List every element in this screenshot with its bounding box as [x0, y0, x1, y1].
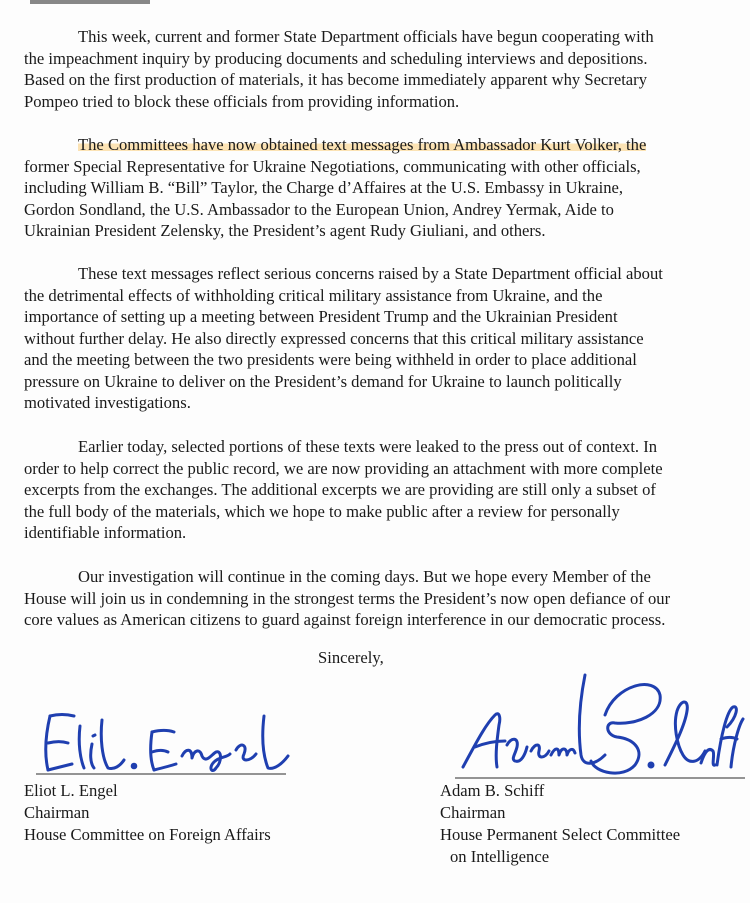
signatory-committee: House Committee on Foreign Affairs: [24, 825, 271, 844]
text-line: the impeachment inquiry by producing documents and scheduling interviews and depositions.: [24, 48, 648, 68]
text-line: order to help correct the public record, we are now providing an attachment with more complete: [24, 458, 663, 478]
cropped-header-remnant: [30, 0, 150, 4]
signatory-title: Chairman: [440, 803, 506, 822]
text-line: House will join us in condemning in the strongest terms the President’s now open defiance of our: [24, 588, 671, 608]
text-line: former Special Representative for Ukraine Negotiations, communicating with other officials,: [24, 156, 641, 176]
signatory-name: Eliot L. Engel: [24, 781, 118, 800]
paragraph-2: [24, 134, 746, 242]
paragraph-1: [24, 26, 746, 112]
text-line: the detrimental effects of withholding critical military assistance from Ukraine, and the: [24, 285, 603, 305]
text-line: excerpts from the exchanges. The additional excerpts we are providing are still only a subset of: [24, 480, 656, 499]
text-line: motivated investigations.: [24, 393, 191, 412]
text-line-highlighted: [24, 134, 746, 156]
paragraph-3: [24, 263, 746, 414]
engel-signature-block: [24, 780, 271, 846]
signatory-committee: House Permanent Select Committee: [440, 825, 681, 844]
signatory-title: Chairman: [24, 803, 90, 822]
text-line: These text messages reflect serious concerns raised by a State Department official about: [78, 264, 663, 283]
text-line: including William B. “Bill” Taylor, the Charge d’Affaires at the U.S. Embassy in Ukraine,: [24, 178, 624, 197]
text-line: Gordon Sondland, the U.S. Ambassador to the European Union, Andrey Yermak, Aide to: [24, 199, 614, 219]
highlighted-text: The Committees have now obtained text messages from Ambassador Kurt Volker, the: [78, 135, 647, 154]
text-line: Earlier today, selected portions of these texts were leaked to the press out of context. In: [78, 437, 658, 456]
text-line: without further delay. He also directly expressed concerns that this critical military assistance: [24, 328, 644, 348]
text-line: the full body of the materials, which we hope to make public after a review for personally: [24, 501, 620, 521]
text-line: identifiable information.: [24, 523, 187, 542]
text-line: importance of setting up a meeting between President Trump and the Ukrainian President: [24, 307, 618, 326]
paragraph-4: [24, 436, 746, 544]
schiff-signature-block: [440, 780, 680, 868]
text-line: Based on the first production of materials, it has become immediately apparent why Secretary: [24, 70, 647, 89]
closing-salutation: Sincerely,: [318, 648, 384, 667]
schiff-signature: [455, 655, 745, 785]
signatory-committee-cont: on Intelligence: [450, 847, 550, 866]
text-line: core values as American citizens to guard against foreign interference in our democratic process.: [24, 610, 666, 629]
paragraph-5: [24, 566, 746, 631]
engel-signature: [36, 708, 296, 778]
text-line: Our investigation will continue in the coming days. But we hope every Member of the: [78, 567, 651, 586]
text-line: This week, current and former State Department officials have begun cooperating with: [78, 27, 654, 46]
signatory-name: Adam B. Schiff: [440, 781, 545, 800]
text-line: pressure on Ukraine to deliver on the President’s demand for Ukraine to launch politically: [24, 371, 622, 391]
text-line: Pompeo tried to block these officials from providing information.: [24, 91, 460, 111]
text-line: and the meeting between the two presidents were being withheld in order to place additional: [24, 350, 637, 369]
text-line: Ukrainian President Zelensky, the President’s agent Rudy Giuliani, and others.: [24, 221, 546, 240]
